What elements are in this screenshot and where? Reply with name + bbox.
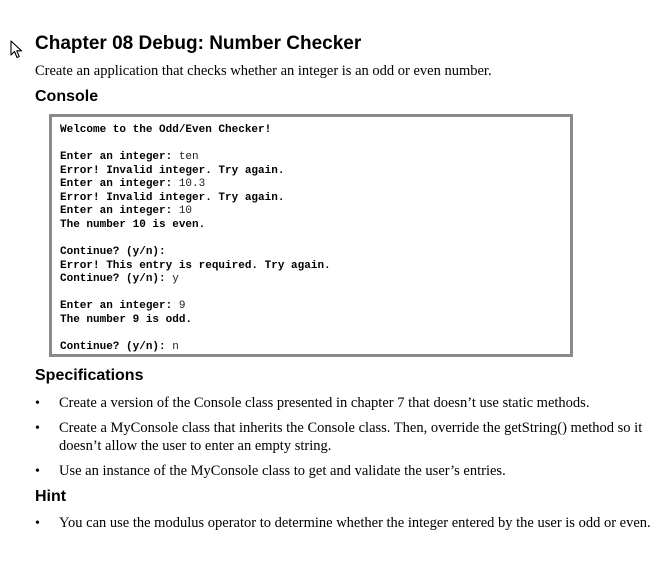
console-line [60,260,331,273]
console-line [60,341,179,354]
console-heading: Console [35,88,99,105]
console-prompt-text: Enter an integer: [60,151,179,163]
hint-heading: Hint [35,488,67,505]
list-item-text: Use an instance of the MyConsole class to get and validate the user’s entries. [59,463,506,479]
console-user-input: n [172,341,179,353]
console-prompt-text: Error! Invalid integer. Try again. [60,165,285,177]
list-item-text-continued: doesn’t allow the user to enter an empty string. [59,438,332,454]
console-prompt-text: The number 10 is even. [60,219,206,231]
console-line [60,151,199,164]
bullet-glyph: • [35,516,40,531]
console-line [60,219,205,232]
console-prompt-text: Enter an integer: [60,205,179,217]
bullet-glyph: • [35,396,40,411]
specifications-heading: Specifications [35,367,144,384]
bullet-glyph: • [35,464,40,479]
console-prompt-text: Welcome to the Odd/Even Checker! [60,124,272,136]
console-line [60,124,271,137]
list-item-text: Create a version of the Console class presented in chapter 7 that doesn’t use static methods. [59,395,590,411]
console-user-input: 9 [178,300,186,312]
console-prompt-text: Continue? (y/n): [60,341,173,353]
console-user-input: ten [178,151,199,163]
console-user-input: 10.3 [178,178,206,190]
console-user-input: y [172,273,179,285]
mouse-pointer-icon [10,40,24,60]
page-title: Chapter 08 Debug: Number Checker [35,33,362,54]
console-prompt-text: The number 9 is odd. [60,314,193,326]
console-line [60,300,185,313]
bullet-glyph: • [35,421,40,436]
console-line [60,192,284,205]
console-line [60,314,192,327]
intro-paragraph: Create an application that checks whether an integer is an odd or even number. [35,63,492,79]
list-item-text: You can use the modulus operator to determine whether the integer entered by the user is odd or even. [59,515,651,531]
console-prompt-text: Continue? (y/n): [60,273,173,285]
list-item-text: Create a MyConsole class that inherits the Console class. Then, override the getString() method so it [59,420,643,436]
console-line [60,246,172,259]
console-prompt-text: Error! This entry is required. Try again. [60,260,331,272]
console-prompt-text: Enter an integer: [60,300,179,312]
console-prompt-text: Enter an integer: [60,178,179,190]
console-line [60,273,179,286]
console-prompt-text: Continue? (y/n): [60,246,173,258]
console-line [60,178,205,191]
console-user-input: 10 [178,205,193,217]
console-line [60,165,284,178]
console-prompt-text: Error! Invalid integer. Try again. [60,192,285,204]
console-line [60,205,192,218]
console-output-box [49,114,573,357]
